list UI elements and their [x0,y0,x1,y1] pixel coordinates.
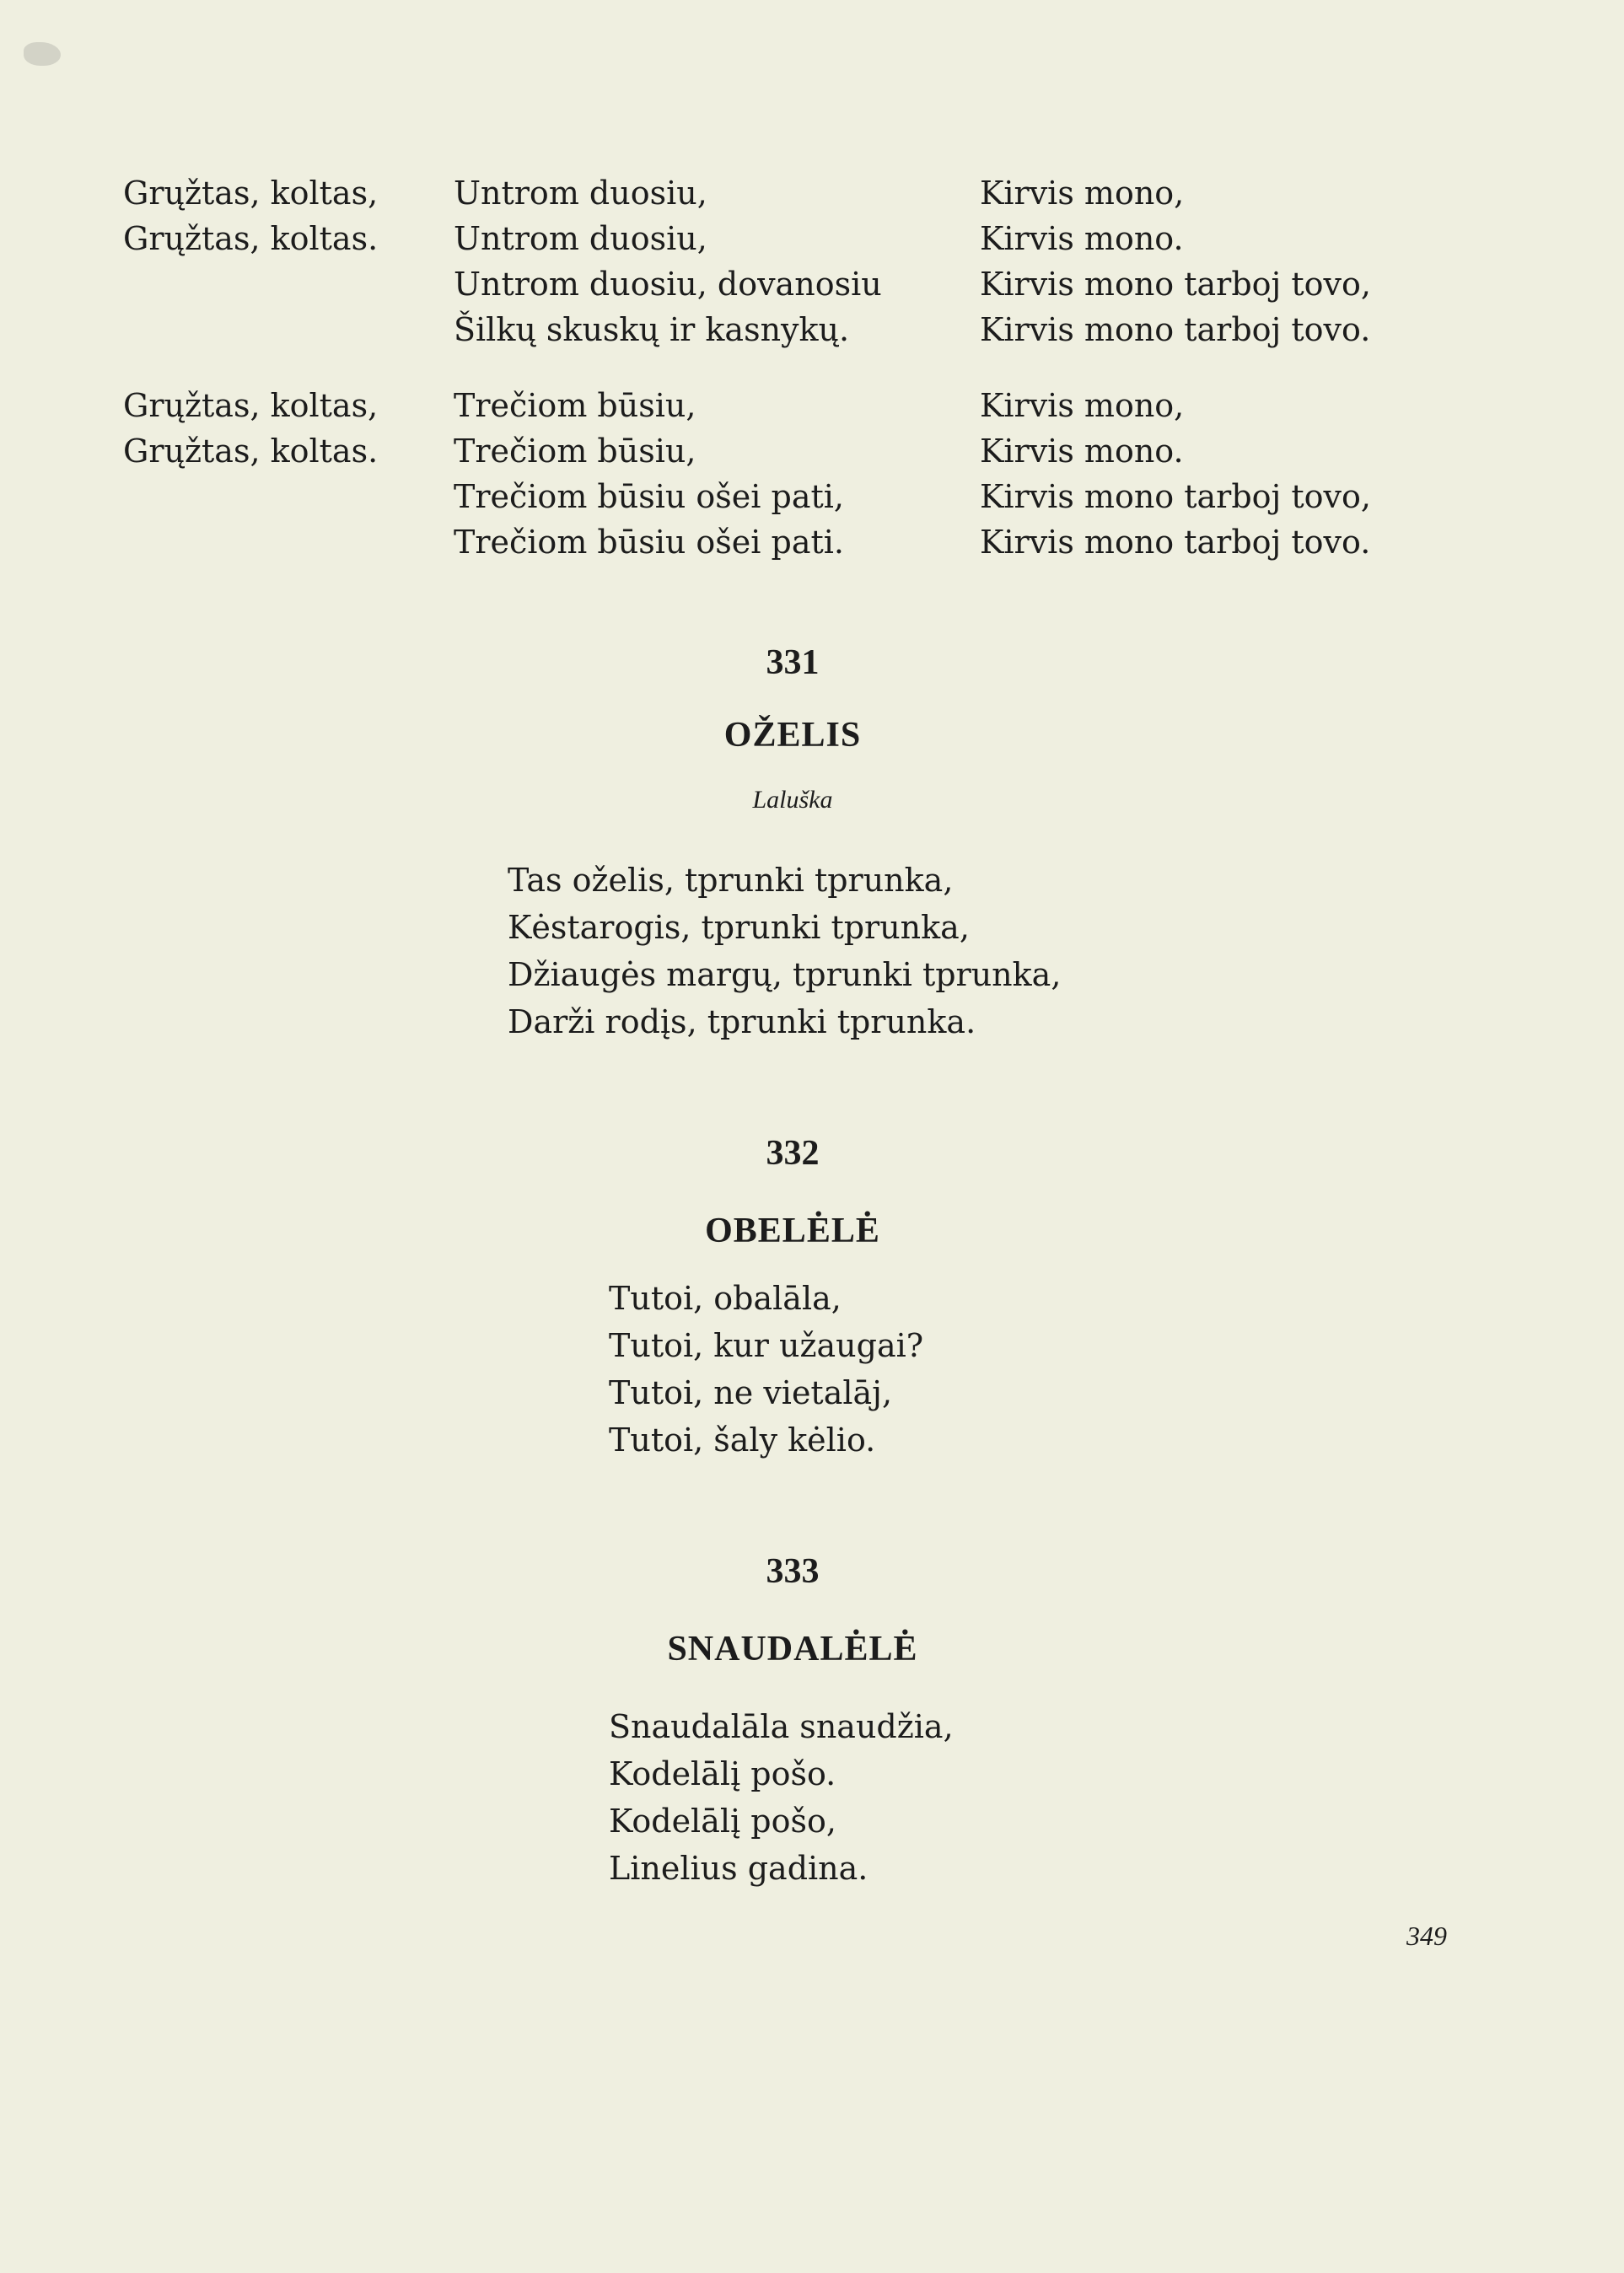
verse-line: Tutoi, šaly kėlio. [609,1421,876,1459]
song-title: SNAUDALĖLĖ [667,1630,918,1668]
song-number: 332 [766,1134,820,1173]
verse-line: Tas oželis, tprunki tprunka, [508,862,954,899]
verse-line: Trečiom būsiu, [454,387,696,424]
song-title: OŽELIS [723,716,862,755]
verse-line: Šilkų skuskų ir kasnykų. [454,311,850,348]
verse-line: Grųžtas, koltas. [123,433,379,470]
verse-line: Tutoi, kur užaugai? [609,1327,924,1364]
verse-line: Kirvis mono tarboj tovo. [980,311,1371,348]
verse-line: Grųžtas, koltas, [123,175,379,212]
verse-line: Darži rodįs, tprunki tprunka. [508,1003,976,1040]
song-stanza [508,857,1061,1045]
verse-line: Grųžtas, koltas, [123,387,379,424]
song-subtitle: Laluška [752,786,833,814]
verse-line: Kirvis mono tarboj tovo. [980,524,1371,561]
verse-line: Džiaugės margų, tprunki tprunka, [508,956,1062,993]
top-column-1 [123,170,378,474]
page-number: 349 [1406,1921,1447,1951]
verse-line: Kirvis mono tarboj tovo, [980,266,1371,303]
top-column-3 [980,170,1371,565]
verse-line: Tutoi, obalāla, [609,1280,842,1317]
verse-line: Grųžtas, koltas. [123,220,379,257]
verse-line: Untrom duosiu, [454,220,707,257]
verse-line: Kirvis mono tarboj tovo, [980,478,1371,515]
verse-line: Kirvis mono, [980,175,1185,212]
song-number: 331 [766,643,820,682]
verse-line: Kodelālį pošo, [609,1803,836,1840]
verse-line: Tutoi, ne vietalāj, [609,1374,893,1411]
verse-line: Untrom duosiu, dovanosiu [454,266,882,303]
song-number: 333 [766,1552,820,1591]
verse-line: Untrom duosiu, [454,175,707,212]
verse-line: Kėstarogis, tprunki tprunka, [508,909,970,946]
verse-line: Kirvis mono. [980,433,1184,470]
verse-line: Linelius gadina. [609,1850,868,1887]
verse-line: Snaudalāla snaudžia, [609,1708,954,1745]
song-stanza [609,1275,923,1464]
top-column-2 [454,170,882,565]
ink-smudge [24,42,61,66]
verse-line: Trečiom būsiu ošei pati, [454,478,845,515]
verse-line: Kirvis mono. [980,220,1184,257]
verse-line: Kodelālį pošo. [609,1755,836,1792]
verse-line: Trečiom būsiu, [454,433,696,470]
verse-line: Kirvis mono, [980,387,1185,424]
verse-line: Trečiom būsiu ošei pati. [454,524,845,561]
song-stanza [609,1703,954,1892]
song-title: OBELĖLĖ [705,1212,880,1250]
